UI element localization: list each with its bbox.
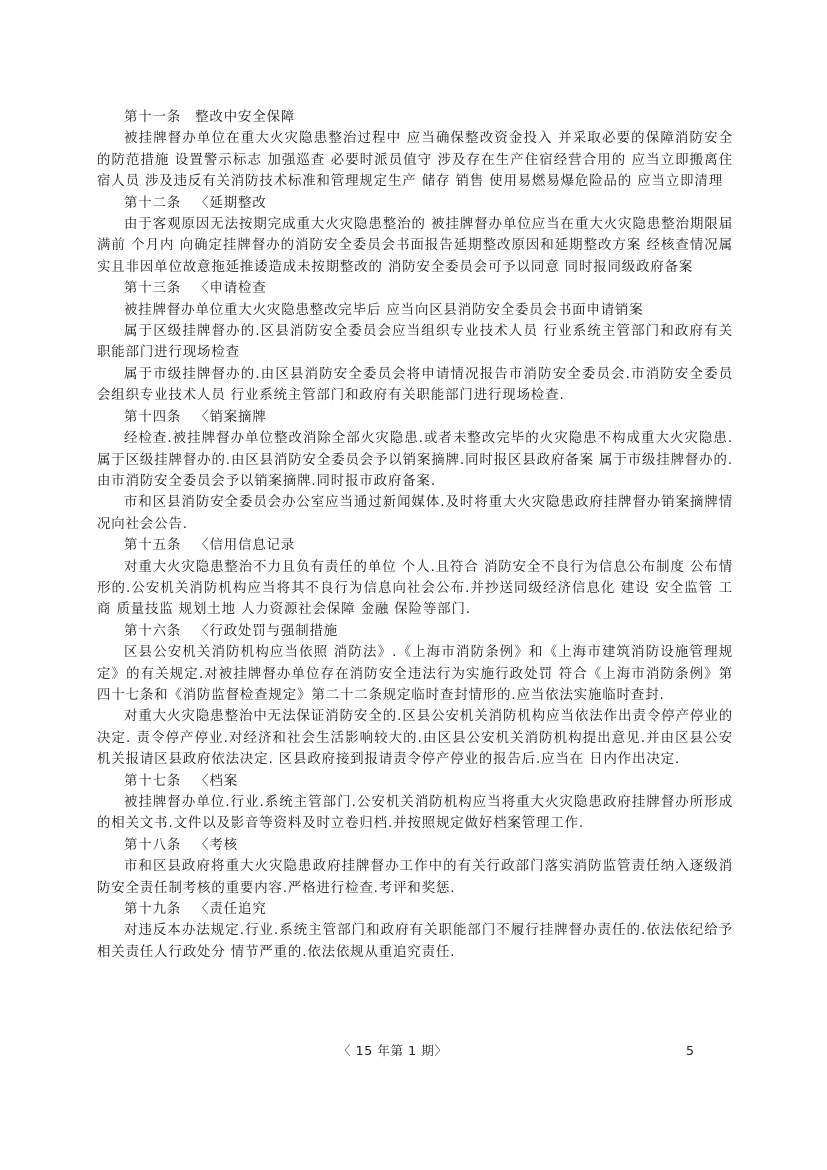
article-paragraph: 区县公安机关消防机构应当依照 消防法》.《上海市消防条例》和《上海市建筑消防设施管理规定》的有关规定.对被挂牌督办单位存在消防安全违法行为实施行政处罚 符合《上海市消防条例》第四十七条和《消防监督检查规定》第二十二条规定临时查封情形的.应当依法实施临时查封.	[97, 645, 733, 703]
article-number: 第十五条	[124, 538, 182, 554]
article-19	[97, 899, 733, 963]
page-number: 5	[686, 1043, 695, 1058]
article-17	[97, 771, 733, 835]
article-heading	[97, 899, 733, 920]
article-heading	[97, 278, 733, 299]
article-paragraph: 市和区县消防安全委员会办公室应当通过新闻媒体.及时将重大火灾隐患政府挂牌督办销案摘牌情况向社会公告.	[97, 495, 733, 532]
article-number: 第十一条	[124, 110, 182, 125]
article-title: 〈行政处罚与强制措施	[195, 623, 339, 639]
article-number: 第十七条	[124, 773, 182, 789]
article-title: 〈考核	[195, 837, 239, 853]
article-15	[97, 535, 733, 621]
article-paragraph: 经检查.被挂牌督办单位整改消除全部火灾隐患.或者未整改完毕的火灾隐患不构成重大火灾隐患.属于区级挂牌督办的.由区县消防安全委员会予以销案摘牌.同时报区县政府备案 属于市级挂牌督办的.由市消防安全委员会予以销案摘牌.同时报市政府备案.	[97, 431, 733, 489]
article-paragraph: 对重大火灾隐患整治不力且负有责任的单位 个人.且符合 消防安全不良行为信息公布制度 公布情形的.公安机关消防机构应当将其不良行为信息向社会公布.并抄送同级经济信息化 建设 安全监管 工商 质量技监 规划土地 人力资源社会保障 金融 保险等部门.	[97, 559, 733, 618]
article-number: 第十八条	[124, 837, 182, 853]
article-number: 第十二条	[124, 195, 182, 211]
article-title: 整改中安全保障	[195, 110, 296, 125]
article-paragraph: 对重大火灾隐患整治中无法保证消防安全的.区县公安机关消防机构应当依法作出责令停产停业的决定. 责令停产停业.对经济和社会生活影响较大的.由区县公安机关消防机构提出意见.并由区县公安机关报请区县政府依法决定. 区县政府接到报请责令停产停业的报告后.应当在 日内作出决定.	[97, 709, 733, 768]
issue-label: 〈 15 年第 1 期〉	[338, 1043, 448, 1058]
article-heading	[97, 621, 733, 642]
article-paragraph: 被挂牌督办单位.行业.系统主管部门.公安机关消防机构应当将重大火灾隐患政府挂牌督办所形成的相关文书.文件以及影音等资料及时立卷归档.并按照规定做好档案管理工作.	[97, 795, 733, 832]
article-number: 第十六条	[124, 623, 182, 639]
article-paragraph: 属于区级挂牌督办的.区县消防安全委员会应当组织专业技术人员 行业系统主管部门和政府有关职能部门进行现场检查	[97, 324, 733, 361]
article-paragraph: 对违反本办法规定.行业.系统主管部门和政府有关职能部门不履行挂牌督办责任的.依法依纪给予相关责任人行政处分 情节严重的.依法依规从重追究责任.	[97, 923, 733, 960]
article-heading	[97, 407, 733, 428]
article-number: 第十九条	[124, 902, 182, 918]
article-title: 〈延期整改	[195, 195, 267, 211]
article-18	[97, 835, 733, 899]
article-heading	[97, 193, 733, 214]
article-heading	[97, 835, 733, 856]
article-title: 〈责任追究	[195, 902, 267, 918]
article-heading	[97, 535, 733, 556]
document-body	[97, 107, 733, 963]
article-number: 第十四条	[124, 409, 182, 425]
article-14	[97, 407, 733, 535]
article-number: 第十三条	[124, 281, 182, 297]
article-title: 〈申请检查	[195, 281, 267, 297]
article-paragraph: 市和区县政府将重大火灾隐患政府挂牌督办工作中的有关行政部门落实消防监管责任纳入逐级消防安全责任制考核的重要内容.严格进行检查.考评和奖惩.	[97, 859, 733, 896]
article-paragraph: 由于客观原因无法按期完成重大火灾隐患整治的 被挂牌督办单位应当在重大火灾隐患整治期限届满前 个月内 向确定挂牌督办的消防安全委员会书面报告延期整改原因和延期整改方案 经核查情况属实且非因单位故意拖延推诿造成未按期整改的 消防安全委员会可予以同意 同时报同级政府备案	[97, 217, 733, 275]
article-13	[97, 278, 733, 406]
article-title: 〈档案	[195, 773, 239, 789]
article-paragraph: 被挂牌督办单位重大火灾隐患整改完毕后 应当向区县消防安全委员会书面申请销案	[124, 302, 644, 318]
article-heading	[97, 107, 733, 128]
article-title: 〈信用信息记录	[195, 538, 296, 554]
article-paragraph: 属于市级挂牌督办的.由区县消防安全委员会将申请情况报告市消防安全委员会.市消防安全委员会组织专业技术人员 行业系统主管部门和政府有关职能部门进行现场检查.	[97, 366, 733, 404]
article-title: 〈销案摘牌	[195, 409, 267, 425]
article-12	[97, 193, 733, 279]
article-heading	[97, 771, 733, 792]
article-paragraph: 被挂牌督办单位在重大火灾隐患整治过程中 应当确保整改资金投入 并采取必要的保障消防安全的防范措施 设置警示标志 加强巡查 必要时派员值守 涉及存在生产住宿经营合用的 应当立即搬离住宿人员 涉及违反有关消防技术标准和管理规定生产 储存 销售 使用易燃易爆危险品的 应当立即清理	[97, 131, 733, 190]
article-16	[97, 621, 733, 771]
article-11	[97, 107, 733, 193]
